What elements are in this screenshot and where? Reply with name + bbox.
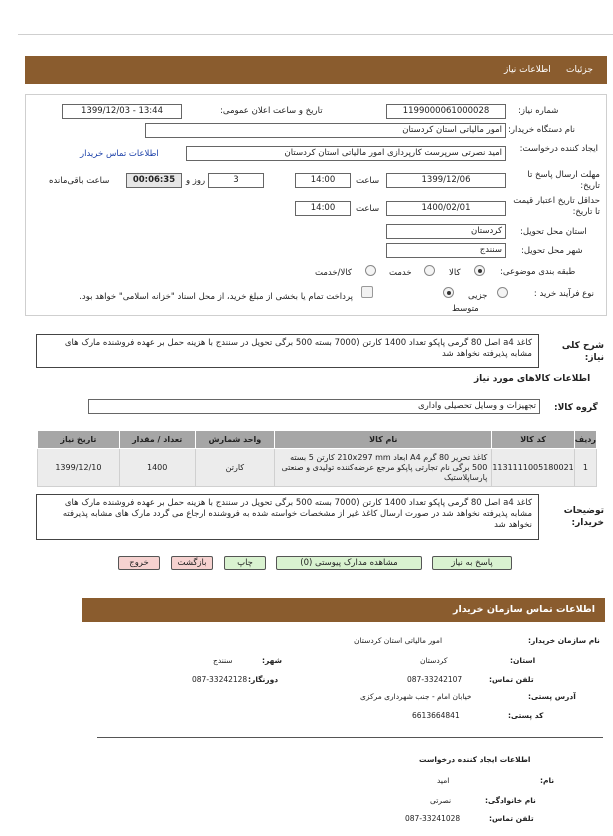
process-minor-radio[interactable] bbox=[497, 287, 508, 298]
price-validity-time-field: 14:00 bbox=[295, 201, 351, 216]
days-label: روز و bbox=[186, 176, 206, 186]
contact-postal-value: 6613664841 bbox=[412, 711, 460, 720]
contact-title: اطلاعات تماس سازمان خریدار bbox=[452, 604, 595, 615]
creator-name-label: نام: bbox=[540, 776, 555, 785]
contact-province-label: استان: bbox=[510, 656, 536, 665]
creator-name-value: امید bbox=[437, 776, 450, 785]
cell-unit: کارتن bbox=[195, 449, 275, 487]
goods-group-field: تجهیزات و وسایل تحصیلی واداری bbox=[88, 399, 540, 414]
buyer-notes-label: توضیحات خریدار: bbox=[563, 506, 604, 528]
creator-family-label: نام خانوادگی: bbox=[485, 796, 536, 805]
contact-org-label: نام سازمان خریدار: bbox=[528, 636, 600, 645]
days-field: 3 bbox=[208, 173, 264, 188]
goods-section-title: اطلاعات کالاهای مورد نیاز bbox=[474, 374, 591, 384]
table-row bbox=[38, 449, 597, 487]
goods-table bbox=[37, 430, 597, 487]
category-goods-service-radio[interactable] bbox=[365, 265, 376, 276]
contact-org-value: امور مالیاتی استان کردستان bbox=[354, 636, 443, 645]
creator-phone-label: تلفن تماس: bbox=[489, 814, 534, 823]
province-field: کردستان bbox=[386, 224, 506, 239]
send-deadline-date-field: 1399/12/06 bbox=[386, 173, 506, 188]
respond-button[interactable]: پاسخ به نیاز bbox=[432, 556, 512, 570]
back-button[interactable]: بازگشت bbox=[171, 556, 213, 570]
treasury-payment-note: پرداخت تمام یا بخشی از مبلغ خرید، از محل اسناد "خزانه اسلامی" خواهد بود. bbox=[79, 292, 353, 302]
goods-group-label: گروه کالا: bbox=[554, 403, 598, 413]
announce-label: تاریخ و ساعت اعلان عمومی: bbox=[220, 106, 323, 116]
need-number-field: 1199000061000028 bbox=[386, 104, 506, 119]
category-goods-service-label: کالا/خدمت bbox=[315, 268, 352, 278]
contact-fax-value: 087-33242128 bbox=[192, 675, 248, 684]
contact-province-value: کردستان bbox=[420, 656, 448, 665]
price-validity-time-label: ساعت bbox=[356, 204, 380, 214]
exit-button[interactable]: خروج bbox=[118, 556, 160, 570]
creator-family-value: نصرتی bbox=[430, 796, 452, 805]
category-label: طبقه بندی موضوعی: bbox=[500, 267, 576, 277]
province-label: استان محل تحویل: bbox=[520, 227, 587, 237]
contact-postal-label: کد پستی: bbox=[508, 711, 544, 720]
tab-details[interactable]: جزئیات bbox=[566, 65, 593, 75]
buyer-org-label: نام دستگاه خریدار: bbox=[508, 125, 575, 135]
contact-city-value: سنندج bbox=[213, 656, 233, 665]
creator-label: ایجاد کننده درخواست: bbox=[519, 144, 598, 154]
treasury-payment-checkbox[interactable] bbox=[361, 286, 373, 298]
city-field: سنندج bbox=[386, 243, 506, 258]
send-deadline-time-label: ساعت bbox=[356, 176, 380, 186]
contact-fax-label: دورنگار: bbox=[248, 675, 279, 684]
creator-field: امید نصرتی سرپرست کارپردازی امور مالیاتی استان کردستان bbox=[186, 146, 506, 161]
city-label: شهر محل تحویل: bbox=[521, 246, 583, 256]
col-name: نام کالا bbox=[275, 431, 492, 449]
summary-label: شرح کلی نیاز: bbox=[561, 341, 604, 363]
category-goods-radio[interactable] bbox=[474, 265, 485, 276]
need-number-label: شماره نیاز: bbox=[518, 106, 559, 116]
contact-phone-value: 087-33242107 bbox=[407, 675, 463, 684]
top-divider bbox=[18, 34, 613, 35]
col-unit: واحد شمارش bbox=[195, 431, 275, 449]
process-minor-label: جزیی bbox=[468, 291, 488, 301]
col-code: کد کالا bbox=[492, 431, 574, 449]
contact-address-value: خیابان امام - جنب شهرداری مرکزی bbox=[360, 692, 472, 701]
cell-date: 1399/12/10 bbox=[38, 449, 120, 487]
cell-qty: 1400 bbox=[119, 449, 195, 487]
price-validity-label: حداقل تاریخ اعتبار قیمت تا تاریخ: bbox=[513, 196, 600, 217]
announce-field: 1399/12/03 - 13:44 bbox=[62, 104, 182, 119]
creator-phone-value: 087-33241028 bbox=[405, 814, 461, 823]
print-button[interactable]: چاپ bbox=[224, 556, 266, 570]
col-date: تاریخ نیاز bbox=[38, 431, 120, 449]
creator-info-title: اطلاعات ایجاد کننده درخواست bbox=[419, 755, 531, 764]
tab-need-info[interactable]: اطلاعات نیاز bbox=[504, 65, 551, 75]
buyer-org-field: امور مالیاتی استان کردستان bbox=[145, 123, 506, 138]
contact-phone-label: تلفن تماس: bbox=[489, 675, 534, 684]
buyer-contact-link[interactable]: اطلاعات تماس خریدار bbox=[80, 149, 159, 159]
summary-box: کاغذ a4 اصل 80 گرمی پاپکو تعداد 1400 کارتن (7000 بسته 500 برگی تحویل در سنندج با هزینه حمل بر عهده فروشنده مارک های مشابه پذیرفته نخواهد شد bbox=[36, 334, 539, 368]
cell-code: 1131111005180021 bbox=[492, 449, 574, 487]
contact-city-label: شهر: bbox=[262, 656, 282, 665]
process-medium-radio[interactable] bbox=[443, 287, 454, 298]
category-service-label: خدمت bbox=[389, 268, 412, 278]
page-header-bar bbox=[25, 56, 607, 84]
category-service-radio[interactable] bbox=[424, 265, 435, 276]
contact-address-label: آدرس پستی: bbox=[528, 692, 576, 701]
cell-row: 1 bbox=[574, 449, 596, 487]
process-type-label: نوع فرآیند خرید : bbox=[533, 289, 594, 299]
price-validity-date-field: 1400/02/01 bbox=[386, 201, 506, 216]
send-deadline-label: مهلت ارسال پاسخ تا تاریخ: bbox=[527, 170, 600, 191]
send-deadline-time-field: 14:00 bbox=[295, 173, 351, 188]
remaining-time-field: 00:06:35 bbox=[126, 173, 182, 188]
process-medium-label: متوسط bbox=[452, 304, 479, 314]
cell-name: کاغذ تحریر 80 گرم A4 ابعاد 210x297 mm کارتن 5 بسته 500 برگی نام تجارتی پاپکو مرجع عرضه‌کننده تولیدی و صنعتی پارساپلاستیک bbox=[275, 449, 492, 487]
goods-table-header bbox=[38, 431, 597, 449]
col-row: ردیف bbox=[574, 431, 596, 449]
buyer-notes-box: کاغذ a4 اصل 80 گرمی پاپکو تعداد 1400 کارتن (7000 بسته 500 برگی تحویل در سنندج با هزینه حمل بر عهده فروشنده مارک های مشابه پذیرفته نخواهد شد در صورت ارسال کاغذ غیر از مشخصات خواسته شده به فروشنده ارجاع می گردد مارک های مشابه پذیرفته نخواهد شد bbox=[36, 494, 539, 540]
contact-divider bbox=[97, 737, 603, 738]
view-documents-button[interactable]: مشاهده مدارک پیوستی (0) bbox=[276, 556, 422, 570]
remaining-time-label: ساعت باقی‌مانده bbox=[49, 176, 110, 186]
category-goods-label: کالا bbox=[449, 268, 461, 278]
contact-header-bar bbox=[82, 598, 605, 622]
col-qty: تعداد / مقدار bbox=[119, 431, 195, 449]
